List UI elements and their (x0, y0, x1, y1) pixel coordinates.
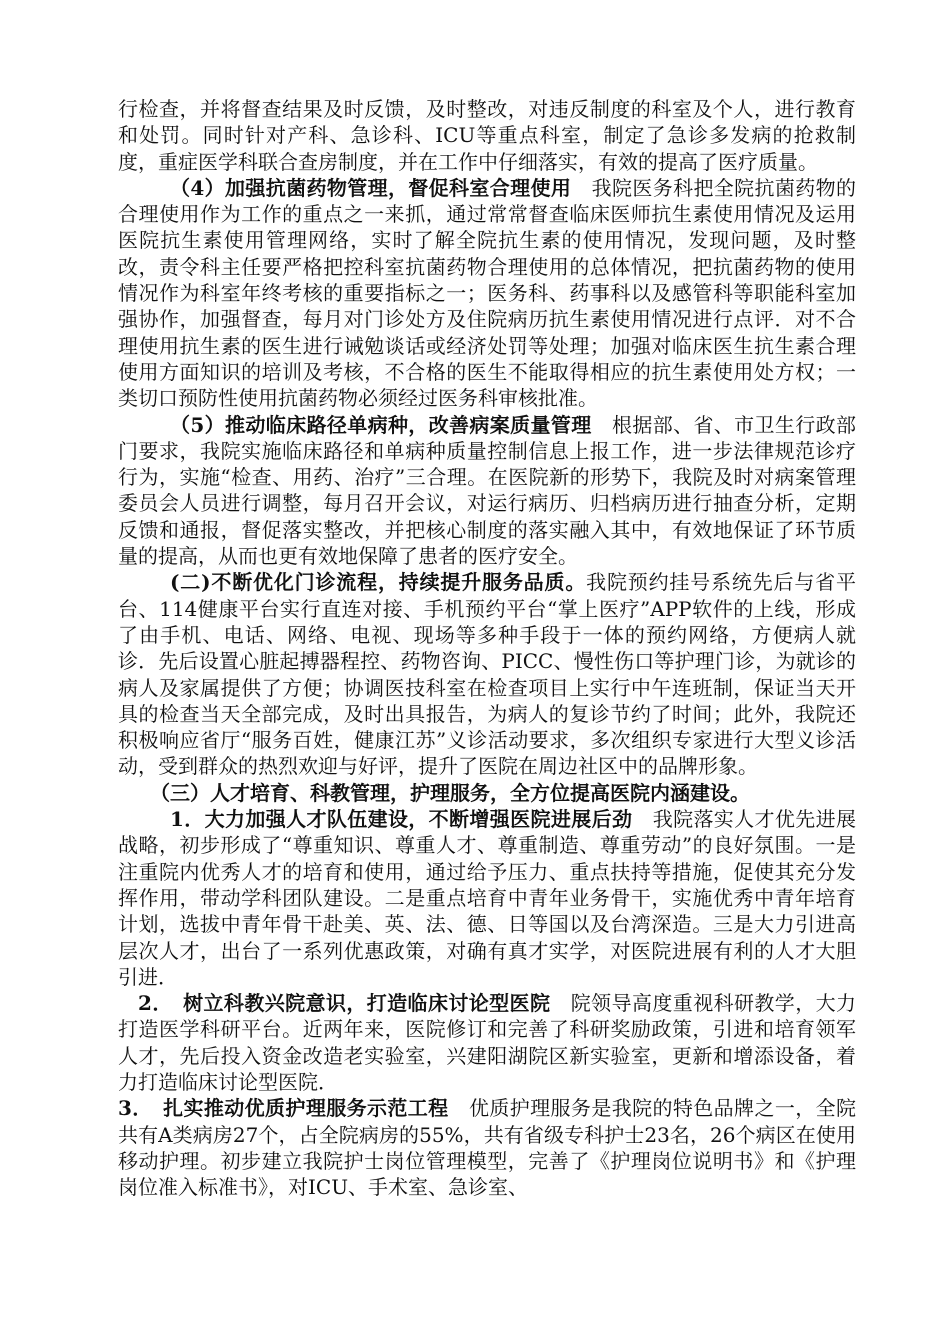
paragraph-body: 我院医务科把全院抗菌药物的合理使用作为工作的重点之一来抓，通过常常督查临床医师抗生素使用情况及运用医院抗生素使用管理网络，实时了解全院抗生素的使用情况，发现问题，及时整改，责令科主任要严格把控科室抗菌药物合理使用的总体情况，把抗菌药物的使用情况作为科室年终考核的重要指标之一；医务科、药事科以及感管科等职能科室加强协作，加强督查，每月对门诊处方及住院病历抗生素使用情况进行点评．对不合理使用抗生素的医生进行诫勉谈话或经济处罚等处理；加强对临床医生抗生素合理使用方面知识的培训及考核，不合格的医生不能取得相应的抗生素使用处方权；一类切口预防性使用抗菌药物必须经过医务科审核批准。 (118, 175, 857, 411)
paragraph-nursing (118, 1095, 856, 1200)
section-heading: （三）人才培育、科教管理，护理服务，全方位提高医院内涵建设。 (150, 780, 750, 805)
paragraph-inspection-continued (118, 96, 856, 175)
section-heading: （4）加强抗菌药物管理，督促科室合理使用 (170, 175, 572, 200)
section-heading: （5）推动临床路径单病种，改善病案质量管理 (170, 412, 592, 437)
section-heading: 1．大力加强人才队伍建设，不断增强医院进展后劲 (170, 807, 633, 832)
paragraph-body: 院领导高度重视科研教学，大力打造医学科研平台。近两年来，医院修订和完善了科研奖励政策，引进和培育领军人才，先后投入资金改造老实验室，兴建阳湖院区新实验室，更新和增添设备，着力打造临床讨论型医院． (118, 991, 857, 1094)
section-heading: (二)不断优化门诊流程，持续提升服务品质。 (170, 570, 587, 595)
paragraph-body: 我院预约挂号系统先后与省平台、114健康平台实行直连对接、手机预约平台“掌上医疗”APP软件的上线，形成了由手机、电话、网络、电视、现场等多种手段于一体的预约网络，方便病人就诊．先后设置心脏起搏器程控、药物咨询、PICC、慢性伤口等护理门诊，为就诊的病人及家属提供了方便；协调医技科室在检查项目上实行中午连班制，保证当天开具的检查当天全部完成，及时出具报告，为病人的复诊节约了时间；此外，我院还积极响应省厅“服务百姓，健康江苏”义诊活动要求，多次组织专家进行大型义诊活动，受到群众的热烈欢迎与好评，提升了医院在周边社区中的品牌形象。 (118, 570, 856, 779)
paragraph-research (118, 990, 856, 1095)
paragraph-body: 我院落实人才优先进展战略，初步形成了“尊重知识、尊重人才、尊重制造、尊重劳动”的良好氛围。一是注重院内优秀人才的培育和使用，通过给予压力、重点扶持等措施，促使其充分发挥作用，带动学科团队建设。二是重点培育中青年业务骨干，实施优秀中青年培育计划，选拔中青年骨干赴美、英、法、德、日等国以及台湾深造。三是大力引进高层次人才，出台了一系列优惠政策，对确有真才实学，对医院进展有利的人才大胆引进． (118, 807, 857, 989)
paragraph-antibiotics (118, 175, 856, 412)
paragraph-talent-team (118, 806, 856, 990)
paragraph-body: 行检查，并将督查结果及时反馈，及时整改，对违反制度的科室及个人，进行教育和处罚。同时针对产科、急诊科、ICU等重点科室，制定了急诊多发病的抢救制度，重症医学科联合查房制度，并在工作中仔细落实，有效的提高了医疗质量。 (118, 97, 856, 174)
paragraph-body: 优质护理服务是我院的特色品牌之一，全院共有A类病房27个，占全院病房的55%，共有省级专科护士23名，26个病区在使用移动护理。初步建立我院护士岗位管理模型，完善了《护理岗位说明书》和《护理岗位准入标准书》，对ICU、手术室、急诊室、 (118, 1096, 857, 1200)
paragraph-outpatient (118, 569, 856, 779)
paragraph-body: 根据部、省、市卫生行政部门要求，我院实施临床路径和单病种质量控制信息上报工作，进一步法律规范诊疗行为，实施“检查、用药、治疗”三合理。在医院新的形势下，我院及时对病案管理委员会人员进行调整，每月召开会议，对运行病历、归档病历进行抽查分析，定期反馈和通报，督促落实整改，并把核心制度的落实融入其中，有效地保证了环节质量的提高，从而也更有效地保障了患者的医疗安全。 (118, 412, 857, 569)
paragraph-clinical-pathway (118, 412, 856, 570)
section-heading: 2． 树立科教兴院意识，打造临床讨论型医院 (138, 991, 551, 1016)
section-heading-talent (118, 780, 856, 806)
document-page (118, 96, 856, 1200)
section-heading: 3． 扎实推动优质护理服务示范工程 (118, 1096, 449, 1121)
